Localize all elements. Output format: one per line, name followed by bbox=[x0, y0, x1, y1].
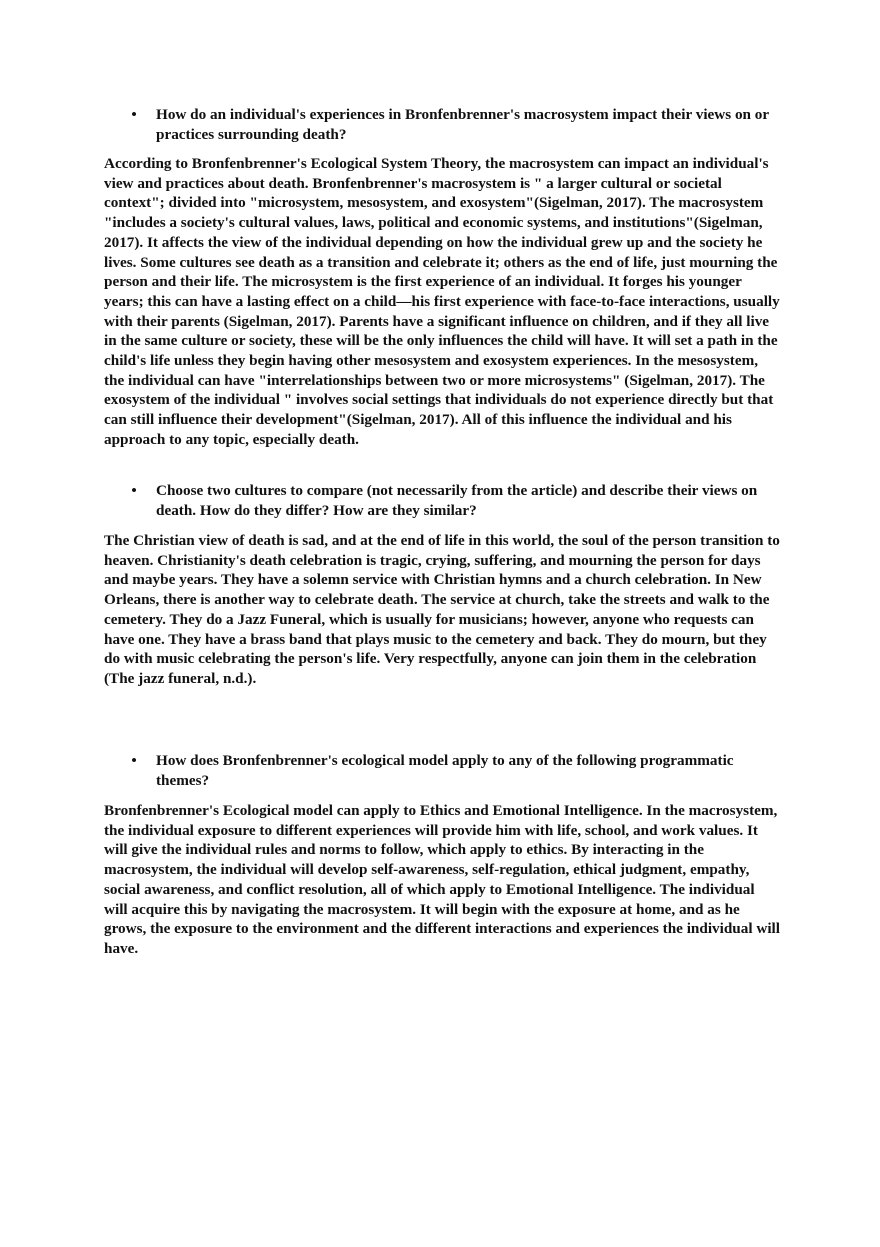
bullet-icon: • bbox=[131, 106, 137, 123]
question-1-text: How do an individual's experiences in Bronfenbrenner's macrosystem impact their views on or practices surrounding death? bbox=[156, 106, 769, 143]
bullet-icon: • bbox=[131, 482, 137, 499]
answer-1: According to Bronfenbrenner's Ecological System Theory, the macrosystem can impact an individual's view and practices about death. Bronfenbrenner's macrosystem is " a larger cultural or societal context"; divided into "microsystem, mesosystem, and exosystem"(Sigelman, 2017). The macrosystem "includes a society's cultural values, laws, political and economic systems, and institutions"(Sigelman, 2017). It affects the view of the individual depending on how the individual grew up and the society he lives. Some cultures see death as a transition and celebrate it; others as the end of life, just mourning the person and their life. The microsystem is the first experience of an individual. It forges his younger years; this can have a lasting effect on a child—his first experience with face-to-face interactions, usually with their parents (Sigelman, 2017). Parents have a significant influence on children, and if they all live in the same culture or society, these will be the only influences the child will have. It will set a path in the child's life unless they begin having other mesosystem and exosystem experiences. In the mesosystem, the individual can have "interrelationships between two or more microsystems" (Sigelman, 2017). The exosystem of the individual " involves social settings that individuals do not experience directly but that can still influence their development"(Sigelman, 2017). All of this influence the individual and his approach to any topic, especially death. bbox=[104, 155, 780, 448]
answer-2: The Christian view of death is sad, and at the end of life in this world, the soul of the person transition to heaven. Christianity's death celebration is tragic, crying, suffering, and mourning the person for days and maybe years. They have a solemn service with Christian hymns and a church celebration. In New Orleans, there is another way to celebrate death. The service at church, take the streets and walk to the cemetery. They do a Jazz Funeral, which is usually for musicians; however, anyone who requests can have one. They have a brass band that plays music to the cemetery and back. They do mourn, but they do with music celebrating the person's life. Very respectfully, anyone can join them in the celebration (The jazz funeral, n.d.). bbox=[104, 532, 780, 687]
question-3-text: How does Bronfenbrenner's ecological model apply to any of the following programmatic themes? bbox=[156, 752, 734, 789]
answer-3: Bronfenbrenner's Ecological model can apply to Ethics and Emotional Intelligence. In the macrosystem, the individual exposure to different experiences will provide him with life, school, and work values. It will give the individual rules and norms to follow, which apply to ethics. By interacting in the macrosystem, the individual will develop self-awareness, self-regulation, ethical judgment, empathy, social awareness, and conflict resolution, all of which apply to Emotional Intelligence. The individual will acquire this by navigating the macrosystem. It will begin with the exposure at home, and as he grows, the exposure to the environment and the different interactions and experiences the individual will have. bbox=[104, 802, 780, 957]
bullet-icon: • bbox=[131, 752, 137, 769]
question-2-text: Choose two cultures to compare (not necessarily from the article) and describe their views on death. How do they differ? How are they similar? bbox=[156, 482, 758, 519]
